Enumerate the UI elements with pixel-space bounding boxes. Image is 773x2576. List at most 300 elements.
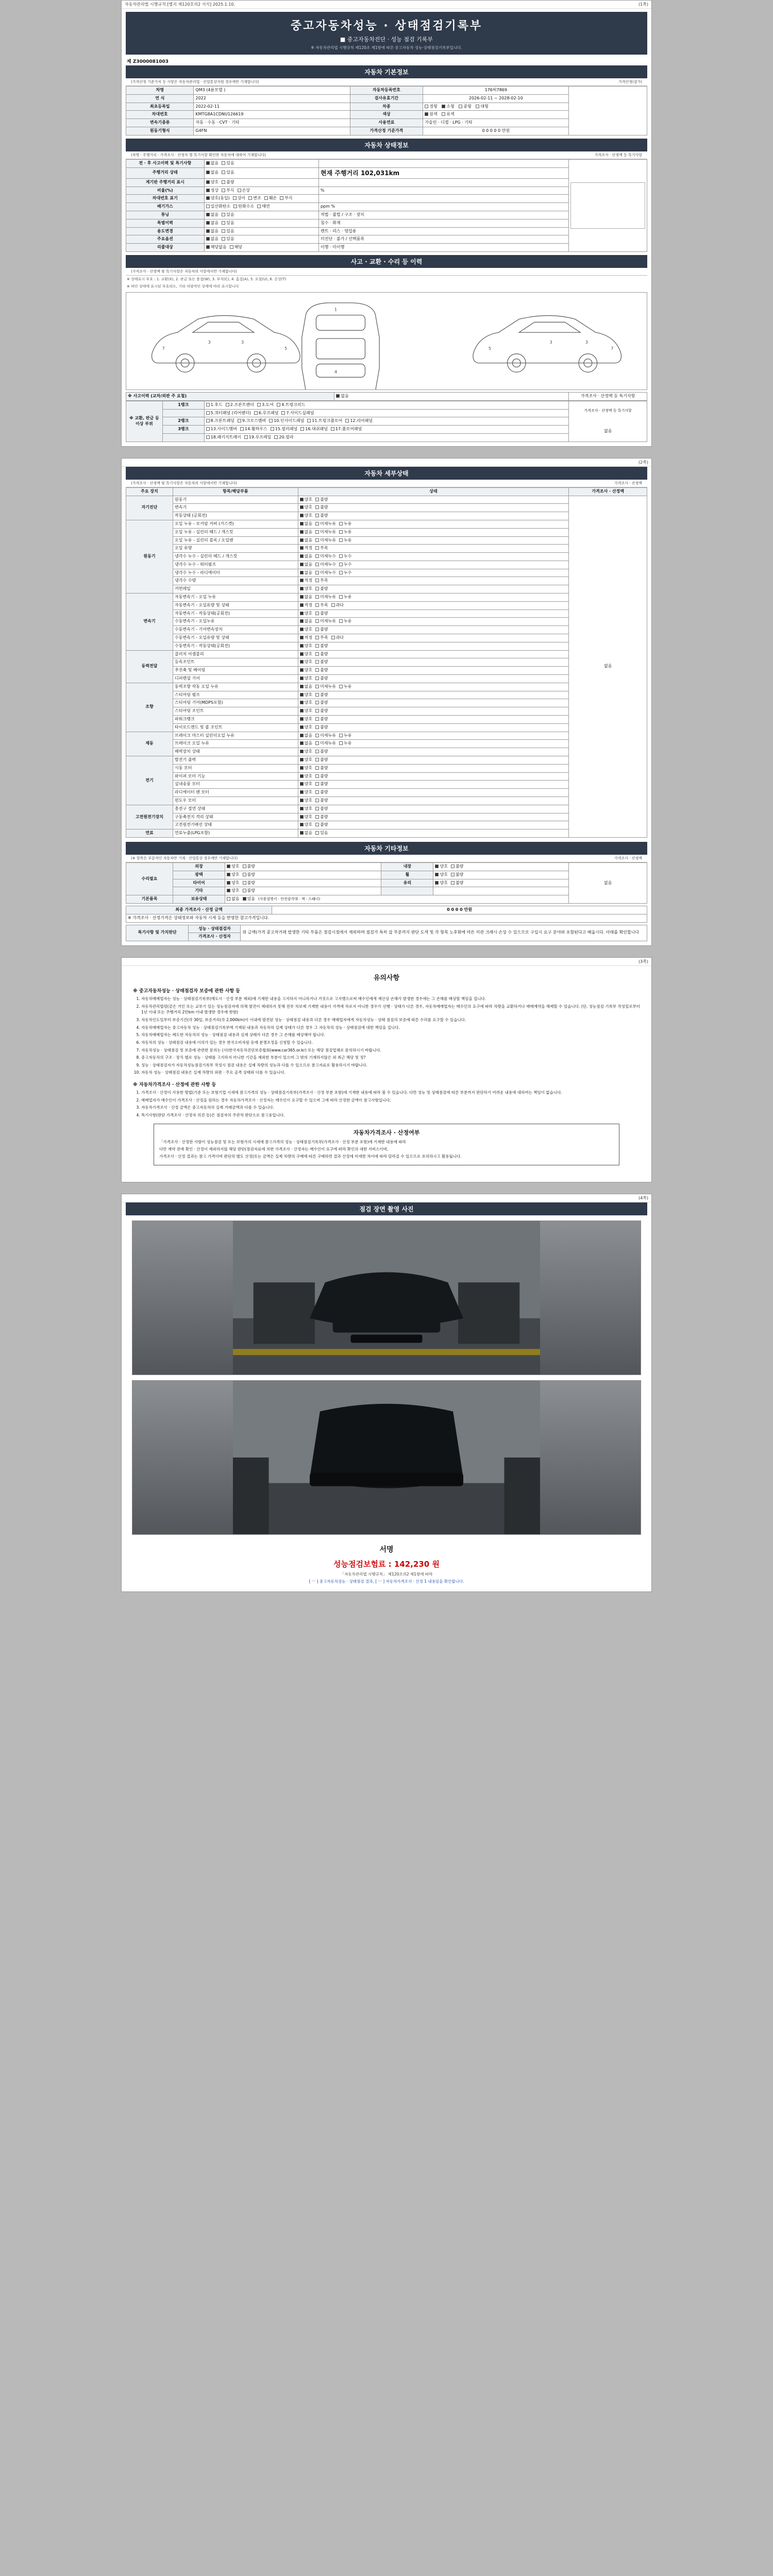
- detail-group-label: 연료: [126, 829, 173, 838]
- option-중형[interactable]: 중형: [459, 104, 471, 110]
- status-option[interactable]: 있음: [222, 236, 234, 242]
- detail-option[interactable]: 없음: [300, 831, 312, 836]
- status-item-label: 전 · 후 사고이력 및 특기사항: [126, 159, 205, 167]
- base-items-options: 없음 있음 (사용설명서 · 안전삼각대 · 잭 · 스패너): [225, 895, 569, 904]
- base-option[interactable]: 있음: [243, 896, 255, 902]
- detail-part-label: 고전원전기배선 상태: [173, 821, 298, 829]
- option-유색[interactable]: 유색: [442, 112, 454, 117]
- remarks-label: 특기사항 및 가치판단: [126, 925, 189, 941]
- status-option[interactable]: 있음: [222, 229, 234, 234]
- status-option[interactable]: 있음: [222, 221, 234, 226]
- detail-group-label: 원동기: [126, 520, 173, 593]
- status-option[interactable]: 정상: [206, 188, 219, 194]
- document-number-row: [122, 57, 651, 65]
- status-item-label: 계기판 주행거리 표시: [126, 178, 205, 187]
- detail-part-options: [298, 675, 569, 683]
- field-value: 176허7869: [423, 87, 569, 95]
- detail-option[interactable]: 미세누유: [315, 538, 336, 544]
- table-header-row: [126, 487, 647, 496]
- detail-option[interactable]: 불량: [315, 659, 328, 665]
- detail-option[interactable]: 양호: [300, 676, 312, 682]
- detail-option[interactable]: 없음: [300, 741, 312, 747]
- terms-head-1: ※ 중고자동차성능 · 상태점검자 보증에 관한 사항 등: [133, 989, 240, 994]
- detail-option[interactable]: 없음: [300, 538, 312, 544]
- detail-option[interactable]: 미세누유: [315, 530, 336, 535]
- other-option[interactable]: 불량: [243, 880, 255, 886]
- detail-option[interactable]: 불량: [315, 790, 328, 795]
- total-note: ※ 가격조사 · 산정가격은 상태정보와 자동차 시세 등을 반영한 참고가격입니다.: [126, 914, 647, 922]
- form-reference: 자동차관리법 시행규칙 [별지 제120호의2 서식] 2025.1.10.: [125, 2, 235, 7]
- field-value: 2022-02-11: [194, 103, 350, 111]
- status-option[interactable]: 불량: [222, 180, 234, 185]
- detail-option[interactable]: 미세누유: [315, 733, 336, 739]
- detail-option[interactable]: 양호: [300, 766, 312, 771]
- photo-section-title: 점검 장면 촬영 사진: [126, 1202, 647, 1215]
- accident-part-option[interactable]: 10.인사이드패널: [269, 418, 304, 424]
- detail-option[interactable]: 양호: [300, 717, 312, 722]
- detail-option[interactable]: 없음: [300, 595, 312, 600]
- detail-option[interactable]: 양호: [300, 806, 312, 812]
- detail-option[interactable]: 과다: [331, 635, 344, 641]
- status-option[interactable]: 없음: [206, 229, 219, 234]
- other-option[interactable]: 불량: [451, 872, 463, 878]
- detail-option[interactable]: 양호: [300, 668, 312, 673]
- table-row: [126, 862, 647, 871]
- detail-group-label: 제동: [126, 732, 173, 756]
- detail-option[interactable]: 없음: [300, 570, 312, 576]
- car-damage-diagram[interactable]: [126, 292, 647, 390]
- detail-part-label: 수동변속기 - 오일누유: [173, 618, 298, 626]
- other-item-label: 기타: [173, 887, 225, 895]
- detail-part-label: 타이로드엔드 및 볼 조인트: [173, 723, 298, 732]
- terms-item: 2. 매매업자가 매수인이 가격조사 · 산정을 원하는 경우 자동차가격조사 · 산정자는 매수인이 요구할 수 있으며 그에 따라 산정한 금액이 참고사항입니다.: [141, 1097, 640, 1104]
- inspection-photo-front[interactable]: [132, 1221, 641, 1375]
- detail-part-label: 파워크랭크: [173, 716, 298, 724]
- detail-part-label: 오일 누유 - 로커암 커버 (가스켓): [173, 520, 298, 528]
- detail-option[interactable]: 불량: [315, 700, 328, 706]
- section-basic-note: (가격산정 기준가치 등 사항은 자동차관리법 · 산업통상자원 경우에만 기재합니다): [131, 80, 259, 84]
- detail-option[interactable]: 누수: [339, 562, 351, 568]
- accident-part-option[interactable]: 5.쿼터패널 (리어펜더): [206, 411, 251, 416]
- terms-item: 6. 자동차의 성능 · 상태점검 내용에 이의가 있는 경우 한국소비자원 등에 분쟁조정을 신청할 수 있습니다.: [141, 1040, 640, 1046]
- accident-part-option[interactable]: 17.플로어패널: [331, 427, 362, 432]
- detail-option[interactable]: 양호: [300, 757, 312, 763]
- detail-part-options: [298, 813, 569, 821]
- other-option[interactable]: 양호: [227, 864, 239, 870]
- accident-part-option[interactable]: 13.사이드멤버: [206, 427, 237, 432]
- detail-part-options: [298, 553, 569, 561]
- other-item-label2: 유리: [381, 879, 433, 887]
- status-option[interactable]: 있음: [222, 161, 234, 166]
- detail-option[interactable]: 불량: [315, 513, 328, 519]
- detail-group-label: 고전원전기장치: [126, 805, 173, 829]
- detail-part-label: 추진축 및 베어링: [173, 667, 298, 675]
- detail-option[interactable]: 과다: [331, 603, 344, 608]
- status-item-options: [204, 244, 318, 252]
- status-item-label: 튜닝: [126, 211, 205, 219]
- detail-option[interactable]: 양호: [300, 782, 312, 787]
- accident-part-option[interactable]: 19.루프레일: [244, 435, 272, 440]
- detail-option[interactable]: 양호: [300, 749, 312, 755]
- detail-option[interactable]: 적정: [300, 578, 312, 584]
- other-option[interactable]: 불량: [243, 872, 255, 878]
- detail-part-label: 자동변속기 - 오일유량 및 상태: [173, 601, 298, 609]
- color-options: [423, 111, 569, 119]
- detail-option[interactable]: 양호: [300, 627, 312, 633]
- other-item-options: [225, 887, 381, 895]
- section-status-subtitle: [126, 151, 647, 159]
- detail-part-options: [298, 520, 569, 528]
- detail-part-label: 자동변속기 - 작동상태(공회전): [173, 609, 298, 618]
- accident-part-option[interactable]: 4.트렁크리드: [277, 402, 305, 408]
- other-item-options: [225, 862, 381, 871]
- detail-option[interactable]: 불량: [315, 725, 328, 731]
- detail-option[interactable]: 불량: [315, 611, 328, 617]
- page-number: (4쪽): [638, 1195, 648, 1200]
- status-item-options: [204, 178, 318, 187]
- detail-option[interactable]: 적정: [300, 603, 312, 608]
- detail-part-label: 클러치 어셈블리: [173, 650, 298, 658]
- detail-option[interactable]: 불량: [315, 774, 328, 779]
- total-value: 0 0 0 0 만원: [272, 906, 647, 914]
- section-accident-subtitle: [126, 268, 647, 276]
- status-option[interactable]: 훼손: [264, 196, 277, 201]
- detail-option[interactable]: 불량: [315, 708, 328, 714]
- other-option[interactable]: 양호: [227, 872, 239, 878]
- other-option[interactable]: 불량: [451, 880, 463, 886]
- status-option[interactable]: 부식: [280, 196, 292, 201]
- accident-part-option[interactable]: 16.대쉬패널: [300, 427, 328, 432]
- detail-group-label: 전기: [126, 756, 173, 805]
- other-item-options: [225, 871, 381, 879]
- detail-part-options: [298, 504, 569, 512]
- base-option[interactable]: 없음: [227, 896, 239, 902]
- detail-option[interactable]: 불량: [315, 643, 328, 649]
- accident-extra-table: [126, 392, 647, 401]
- accident-part-option[interactable]: 9.크로스멤버: [238, 418, 266, 424]
- table-row: [126, 914, 647, 922]
- other-side-label: 수리필요: [126, 862, 173, 895]
- status-option[interactable]: 없음: [206, 221, 219, 226]
- detail-option[interactable]: 양호: [300, 497, 312, 503]
- status-option[interactable]: 없음: [206, 170, 219, 176]
- table-row: [126, 159, 647, 167]
- fuel-value: 가솔린 · 디젤 · LPG · 기타: [423, 119, 569, 127]
- other-item-label: 광택: [173, 871, 225, 879]
- base-items-name: 보유상태: [173, 895, 225, 904]
- detail-option[interactable]: 미세누수: [315, 562, 336, 568]
- other-option[interactable]: 양호: [227, 880, 239, 886]
- section-accident-note: (가격조사 · 산정액 및 특기사항은 자동차의 사항에서만 기재합니다): [131, 269, 237, 274]
- status-option[interactable]: 상이: [233, 196, 245, 201]
- detail-option[interactable]: 누유: [339, 521, 351, 527]
- other-option[interactable]: 양호: [227, 888, 239, 894]
- terms-item: 8. 중고자동차의 구조 · 장치 별로 성능 · 상태를 고지하지 아니한 기간을 제외한 부분이 있으며 그 밖의 기재하지않은 외 최근 해당 및 정?: [141, 1055, 640, 1061]
- detail-option[interactable]: 누유: [339, 741, 351, 747]
- detail-option[interactable]: 불량: [315, 766, 328, 771]
- signature-title: 서명: [379, 1545, 394, 1554]
- status-info-table: [126, 159, 647, 252]
- detail-option[interactable]: 불량: [315, 749, 328, 755]
- detail-option[interactable]: 양호: [300, 513, 312, 519]
- detail-option[interactable]: 양호: [300, 700, 312, 706]
- engine-value: G4FN: [194, 127, 350, 135]
- detail-option[interactable]: 불량: [315, 627, 328, 633]
- detail-option[interactable]: 양호: [300, 643, 312, 649]
- accident-rank-label: [162, 433, 204, 442]
- detail-option[interactable]: 없음: [300, 521, 312, 527]
- accident-rank-items: [204, 426, 569, 434]
- other-option[interactable]: 양호: [435, 864, 447, 870]
- detail-option[interactable]: 부족: [315, 603, 328, 608]
- terms-item: 3. 자동차가격조사 · 산정 금액은 중고자동차의 실제 거래금액과 다를 수 있습니다.: [141, 1105, 640, 1111]
- detail-part-label: 발전기 출력: [173, 756, 298, 765]
- detail-option[interactable]: 미세누수: [315, 554, 336, 560]
- detail-option[interactable]: 불량: [315, 505, 328, 511]
- terms-head-2: ※ 자동차가격조사 · 산정에 관한 사항 등: [133, 1082, 216, 1088]
- status-item-options: [204, 219, 318, 227]
- detail-option[interactable]: 누유: [339, 595, 351, 600]
- detail-option[interactable]: 불량: [315, 652, 328, 657]
- detail-option[interactable]: 누유: [339, 619, 351, 624]
- detail-part-options: [298, 829, 569, 838]
- section-detail-note: (가격조사 · 산정액 및 특기사항은 자동차의 사항에서만 기재합니다): [131, 481, 237, 485]
- detail-option[interactable]: 없음: [300, 562, 312, 568]
- detail-part-options: [298, 658, 569, 667]
- status-item-options: [204, 195, 318, 203]
- detail-option[interactable]: 부족: [315, 635, 328, 641]
- detail-option[interactable]: 불량: [315, 497, 328, 503]
- detail-part-label: 오일 유량: [173, 545, 298, 553]
- terms-item: 10. 자동차 성능 · 상태점검 내용은 실제 차량의 외판 · 주요 골격 상태와 다를 수 있습니다.: [141, 1070, 640, 1076]
- detail-part-options: [298, 781, 569, 789]
- field-label: 최초등록일: [126, 103, 194, 111]
- detail-part-options: [298, 789, 569, 797]
- svg-text:7: 7: [162, 346, 165, 351]
- section-other-right: 가격조사 · 산정액: [614, 856, 642, 860]
- detail-part-label: 냉각수 수량: [173, 577, 298, 585]
- detail-option[interactable]: 양호: [300, 505, 312, 511]
- accident-part-option[interactable]: 7.사이드실패널: [281, 411, 314, 416]
- detail-option[interactable]: 양호: [300, 790, 312, 795]
- accident-rank-items: [204, 401, 569, 409]
- detail-option[interactable]: 미세누수: [315, 570, 336, 576]
- other-option[interactable]: 양호: [435, 872, 447, 878]
- status-item-note: [319, 195, 569, 203]
- detail-option[interactable]: 누유: [339, 538, 351, 544]
- svg-text:3: 3: [585, 340, 588, 345]
- detail-part-options: [298, 561, 569, 569]
- detail-option[interactable]: 미세누유: [315, 595, 336, 600]
- status-option[interactable]: 양호: [206, 180, 219, 185]
- detail-option[interactable]: 불량: [315, 757, 328, 763]
- detail-option[interactable]: 불량: [315, 692, 328, 698]
- detail-option[interactable]: 양호: [300, 774, 312, 779]
- accident-extra-label: ※ 사고이력 (교차/외판 주 요철): [126, 392, 334, 400]
- inspection-photo-underbody[interactable]: [132, 1380, 641, 1535]
- status-option[interactable]: 손상: [238, 188, 250, 194]
- status-option[interactable]: 부식: [222, 188, 234, 194]
- detail-part-label: 커먼레일: [173, 585, 298, 594]
- document-banner: [126, 12, 647, 55]
- status-item-options: [204, 227, 318, 235]
- accident-part-option[interactable]: 12.리어패널: [345, 418, 373, 424]
- detail-option[interactable]: 미세누유: [315, 684, 336, 690]
- detail-option[interactable]: 양호: [300, 725, 312, 731]
- detail-option[interactable]: 양호: [300, 822, 312, 828]
- table-row: [126, 496, 647, 504]
- option-경형[interactable]: 경형: [425, 104, 437, 110]
- option-원색[interactable]: 원색: [425, 112, 437, 117]
- other-info-table: [126, 862, 647, 904]
- detail-option[interactable]: 누유: [339, 733, 351, 739]
- detail-part-options: [298, 601, 569, 609]
- status-option[interactable]: 양호(동일): [206, 196, 230, 201]
- detail-option[interactable]: 미세누유: [315, 619, 336, 624]
- section-detail-right: 가격조사 · 산정액: [614, 481, 642, 485]
- detail-option[interactable]: 누유: [339, 684, 351, 690]
- detail-option[interactable]: 양호: [300, 586, 312, 592]
- detail-option[interactable]: 양호: [300, 708, 312, 714]
- other-item-options2: [433, 862, 569, 871]
- detail-option[interactable]: 없음: [300, 733, 312, 739]
- detail-option[interactable]: 양호: [300, 692, 312, 698]
- detail-part-options: [298, 723, 569, 732]
- detail-option[interactable]: 양호: [300, 798, 312, 804]
- detail-option[interactable]: 불량: [315, 782, 328, 787]
- detail-option[interactable]: 누유: [339, 530, 351, 535]
- status-option[interactable]: 탄화수소: [233, 204, 254, 210]
- detail-option[interactable]: 적정: [300, 546, 312, 551]
- transmission-value: 자동 · 수동 · CVT · 기타: [194, 119, 350, 127]
- other-option[interactable]: 불량: [243, 888, 255, 894]
- accident-part-option[interactable]: 2.프론트팬더: [226, 402, 254, 408]
- total-price-table: [126, 906, 647, 923]
- status-item-label: 용도변경: [126, 227, 205, 235]
- detail-option[interactable]: 누수: [339, 554, 351, 560]
- status-item-label: 비율(%): [126, 187, 205, 195]
- option-대형[interactable]: 대형: [476, 104, 488, 110]
- field-label: 차대번호: [126, 111, 194, 119]
- table-row: [126, 925, 647, 933]
- svg-text:3: 3: [549, 340, 552, 345]
- detail-part-label: 배력장치 상태: [173, 748, 298, 756]
- accident-part-option[interactable]: 18.패키지트레이: [206, 435, 241, 440]
- status-item-note: 미진단 · 불가 / 선택품목: [319, 235, 569, 244]
- detail-option[interactable]: 양호: [300, 611, 312, 617]
- detail-part-options: [298, 683, 569, 691]
- page-1: [121, 0, 652, 447]
- terms-list-warranty: [133, 996, 640, 1053]
- detail-part-options: [298, 740, 569, 748]
- detail-option[interactable]: 불량: [315, 676, 328, 682]
- declaration-title: 자동차가격조사 · 산정여부: [353, 1129, 420, 1136]
- status-option[interactable]: 해당없음: [206, 245, 227, 250]
- other-option[interactable]: 불량: [243, 864, 255, 870]
- car-type-options: [423, 103, 569, 111]
- detail-option[interactable]: 불량: [315, 815, 328, 820]
- status-option[interactable]: 없음: [206, 236, 219, 242]
- section-status-title: 자동차 상태정보: [126, 139, 647, 151]
- other-option[interactable]: 불량: [451, 864, 463, 870]
- detail-option[interactable]: 없음: [300, 619, 312, 624]
- accident-part-option[interactable]: 20.필라: [274, 435, 293, 440]
- other-option[interactable]: 양호: [435, 880, 447, 886]
- detail-option[interactable]: 불량: [315, 668, 328, 673]
- detail-option[interactable]: 없음: [300, 554, 312, 560]
- detail-option[interactable]: 부족: [315, 578, 328, 584]
- total-label: 최종 가격조사 · 산정 금액: [126, 906, 272, 914]
- status-item-note: ppm %: [319, 203, 569, 211]
- detail-part-label: 브레이크 오일 누유: [173, 740, 298, 748]
- detail-option[interactable]: 적정: [300, 635, 312, 641]
- detail-option[interactable]: 불량: [315, 717, 328, 722]
- field-label: 차명: [126, 87, 194, 95]
- status-option[interactable]: 있음: [222, 212, 234, 218]
- status-item-label: 주요옵션: [126, 235, 205, 244]
- status-option[interactable]: 변조: [248, 196, 261, 201]
- detail-option[interactable]: 없음: [300, 684, 312, 690]
- other-item-options2: [433, 879, 569, 887]
- accident-parts-label: ※ 교환, 판금 등 이상 부위: [126, 401, 163, 442]
- accident-extra-value[interactable]: 없음: [334, 392, 569, 400]
- detail-option[interactable]: 부족: [315, 546, 328, 551]
- accident-part-option[interactable]: 6.루프패널: [254, 411, 279, 416]
- status-option[interactable]: 없음: [206, 212, 219, 218]
- detail-option[interactable]: 미세누유: [315, 741, 336, 747]
- accident-part-option[interactable]: 14.휠하우스: [240, 427, 267, 432]
- detail-option[interactable]: 양호: [300, 652, 312, 657]
- detail-option[interactable]: 불량: [315, 822, 328, 828]
- accident-rank-label: 3랭크: [162, 426, 204, 434]
- car-type-label: 차종: [350, 103, 423, 111]
- detail-option[interactable]: 불량: [315, 798, 328, 804]
- accident-part-option[interactable]: 3.도어: [257, 402, 274, 408]
- accident-part-option[interactable]: 8.프론트패널: [206, 418, 234, 424]
- status-option[interactable]: 일산화탄소: [206, 204, 231, 210]
- option-소형[interactable]: 소형: [442, 104, 454, 110]
- svg-text:7: 7: [611, 346, 614, 351]
- accident-rank-items: [204, 409, 569, 417]
- base-items-label: 기본품목: [126, 895, 173, 904]
- field-value: QM3 (4륜모델 ): [194, 87, 350, 95]
- detail-part-options: [298, 797, 569, 805]
- detail-part-options: [298, 748, 569, 756]
- detail-option[interactable]: 양호: [300, 659, 312, 665]
- status-option[interactable]: 있음: [222, 170, 234, 176]
- status-option[interactable]: 매연: [257, 204, 270, 210]
- detail-option[interactable]: 누수: [339, 570, 351, 576]
- accident-part-option[interactable]: 11.트렁크플로어: [307, 418, 342, 424]
- detail-part-label: 라디에이터 팬 모터: [173, 789, 298, 797]
- field-label: 자동차등록번호: [350, 87, 423, 95]
- accident-part-option[interactable]: 1.후드: [206, 402, 223, 408]
- status-option[interactable]: 해당: [230, 245, 242, 250]
- detail-option[interactable]: 불량: [315, 586, 328, 592]
- remarks-table: [126, 925, 647, 942]
- document-number-label: 제: [127, 59, 131, 64]
- detail-option[interactable]: 있음: [315, 831, 328, 836]
- detail-option[interactable]: 불량: [315, 806, 328, 812]
- detail-part-label: 디퍼렌셜 기어: [173, 675, 298, 683]
- accident-part-option[interactable]: 15.필러패널: [271, 427, 298, 432]
- detail-option[interactable]: 미세누유: [315, 521, 336, 527]
- detail-option[interactable]: 양호: [300, 815, 312, 820]
- detail-part-label: 등속조인트: [173, 658, 298, 667]
- detail-option[interactable]: 없음: [300, 530, 312, 535]
- accident-rank-label: 2랭크: [162, 417, 204, 426]
- status-option[interactable]: 없음: [206, 161, 219, 166]
